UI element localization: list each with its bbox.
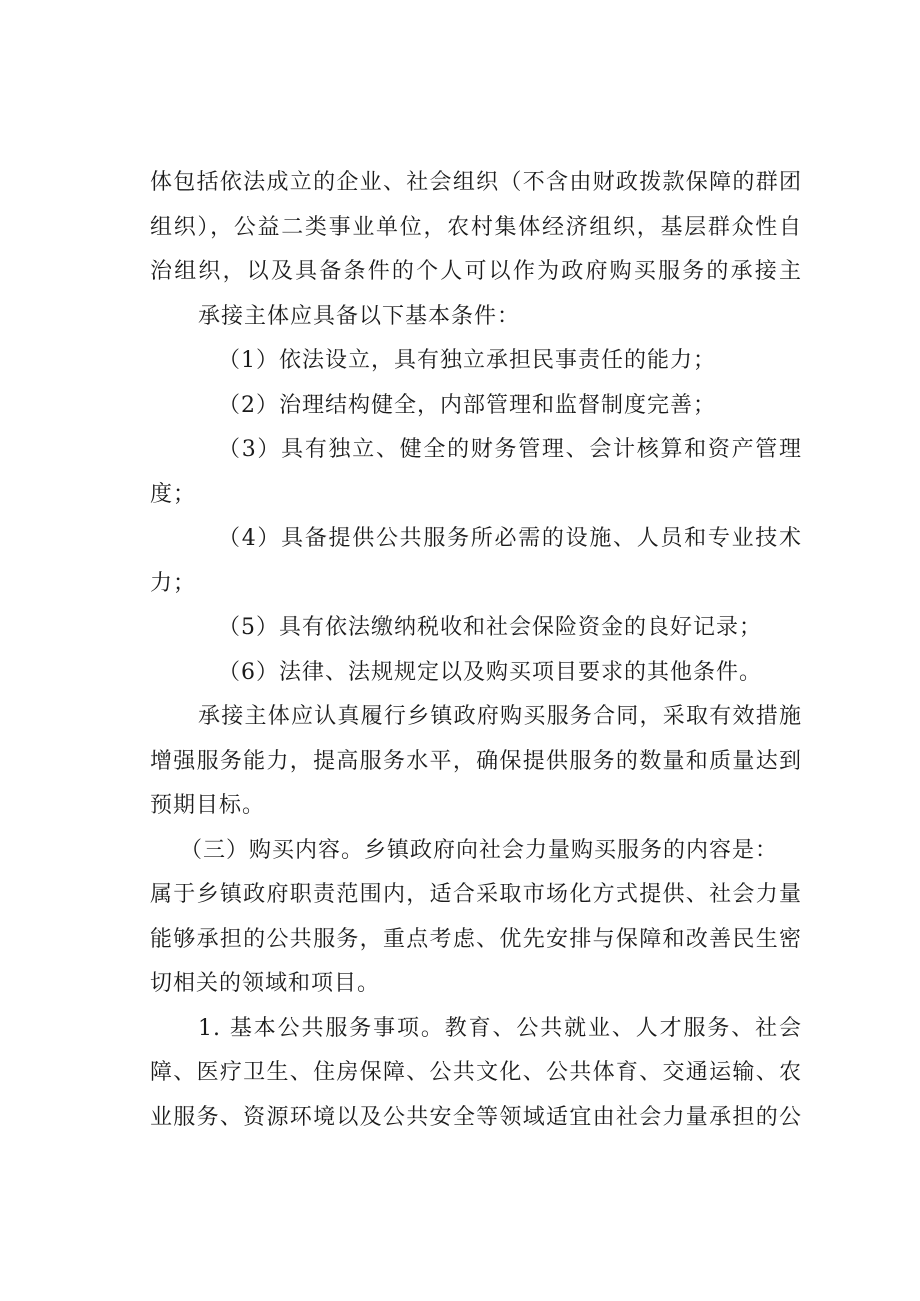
- text-line: 力；: [150, 570, 197, 596]
- document-body: [150, 161, 802, 1140]
- text-line: 组织），公益二类事业单位，农村集体经济组织，基层群众性自: [150, 214, 802, 240]
- text-line: 障、医疗卫生、住房保障、公共文化、公共体育、交通运输、农: [150, 1060, 802, 1085]
- text-line: 体包括依法成立的企业、社会组织（不含由财政拨款保障的群团: [150, 170, 802, 195]
- text-line: 度；: [150, 481, 197, 507]
- paragraph-conditions-intro: 承接主体应具备以下基本条件：: [198, 303, 521, 329]
- condition-item-4: （4）具备提供公共服务所必需的设施、人员和专业技术: [218, 526, 802, 551]
- condition-item-2: （2）治理结构健全，内部管理和监督制度完善；: [218, 392, 716, 418]
- text-line: 业服务、资源环境以及公共安全等领域适宜由社会力量承担的公: [150, 1104, 802, 1130]
- paragraph-basic-public-services: 1. 基本公共服务事项。教育、公共就业、人才服务、社会: [198, 1015, 802, 1041]
- condition-item-5: （5）具有依法缴纳税收和社会保险资金的良好记录；: [218, 615, 762, 640]
- paragraph-obligations: 承接主体应认真履行乡镇政府购买服务合同，采取有效措施: [198, 704, 802, 729]
- text-line: 预期目标。: [150, 793, 266, 818]
- section-heading-purchase-content: （三）购买内容。乡镇政府向社会力量购买服务的内容是：: [180, 837, 779, 863]
- text-line: 切相关的领域和项目。: [150, 971, 381, 996]
- text-line: 增强服务能力，提高服务水平，确保提供服务的数量和质量达到: [150, 748, 802, 774]
- text-line: 能够承担的公共服务，重点考虑、优先安排与保障和改善民生密: [150, 926, 802, 952]
- condition-item-6: （6）法律、法规规定以及购买项目要求的其他条件。: [218, 659, 762, 685]
- condition-item-3: （3）具有独立、健全的财务管理、会计核算和资产管理: [218, 437, 802, 462]
- text-line: 治组织，以及具备条件的个人可以作为政府购买服务的承接主: [150, 259, 802, 284]
- condition-item-1: （1）依法设立，具有独立承担民事责任的能力；: [218, 348, 716, 373]
- text-line: 属于乡镇政府职责范围内，适合采取市场化方式提供、社会力量: [150, 882, 802, 907]
